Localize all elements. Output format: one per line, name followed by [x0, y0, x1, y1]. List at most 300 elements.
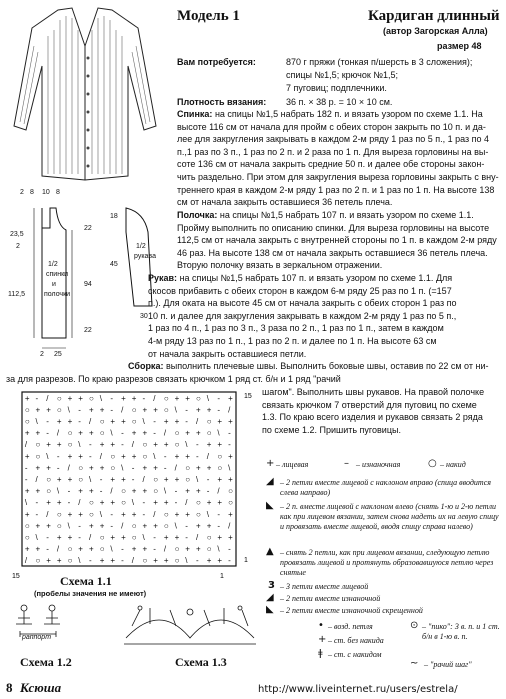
legend-text: – 2 петли вместе изнаночной скрещенной — [280, 606, 423, 615]
stitch-symbol: - — [24, 463, 28, 473]
legend-text: – 3 петли вместе лицевой — [280, 582, 369, 591]
piece-label: и — [52, 281, 56, 288]
text-line: на спицы №1,5 набрать 107 п. и вязать узором по схеме 1.1. — [219, 210, 474, 220]
stitch-symbol: / — [153, 509, 156, 519]
sleeve-instructions — [148, 272, 500, 360]
stitch-symbol: \ — [142, 533, 145, 542]
stitch-symbol: ○ — [185, 463, 191, 473]
density-label: Плотность вязания: — [177, 97, 267, 107]
stitch-symbol: + — [78, 486, 83, 496]
stitch-symbol: ○ — [174, 544, 180, 554]
s2-icon: ▲ — [266, 546, 274, 557]
dim-label: 22 — [84, 327, 92, 334]
crab-stitch-icon: ~ — [410, 658, 419, 669]
stitch-symbol: ○ — [153, 475, 159, 484]
scheme-title: Схема 1.1 — [60, 574, 112, 588]
stitch-symbol: - — [89, 556, 92, 566]
stitch-symbol: \ — [110, 544, 113, 554]
text-line: за для разрезов. По краю разрезов связать крючком 1 ряд ст. б/н и 1 ряд "рачий — [6, 374, 341, 384]
stitch-symbol: - — [217, 509, 221, 519]
rapport-label: раппорт — [22, 634, 52, 641]
stitch-symbol: \ — [67, 405, 70, 415]
text-line: Пройму выполнить по описанию спинки. Для выреза горловины на высоте — [177, 222, 490, 233]
text-line: чить раздельно. При этом для закругления выреза горловины закрыть с вну- — [177, 171, 499, 182]
k3-icon: 3 — [268, 580, 275, 591]
stitch-symbol: \ — [196, 475, 199, 484]
stitch-symbol: + — [46, 521, 51, 531]
stitch-symbol: - — [24, 475, 28, 484]
stitch-symbol: \ — [67, 521, 70, 531]
materials-line: 870 г пряжи (тонкая п/шерсть в 3 сложения); — [286, 57, 473, 67]
assembly-cont — [262, 386, 502, 436]
dim-label: 8 — [30, 189, 34, 196]
page-number: 8 — [6, 680, 13, 695]
stitch-symbol: - — [46, 417, 49, 426]
stitch-symbol: + — [110, 440, 116, 450]
stitch-symbol: + — [89, 544, 94, 554]
stitch-symbol: + — [24, 509, 30, 519]
stitch-symbol: - — [46, 544, 49, 554]
stitch-symbol: + — [142, 486, 148, 496]
stitch-symbol: + — [46, 405, 51, 415]
stitch-symbol: + — [185, 393, 190, 403]
stitch-symbol: ○ — [78, 475, 84, 484]
stitch-symbol: / — [89, 533, 92, 542]
stitch-symbol: + — [185, 428, 190, 438]
stitch-symbol: ○ — [206, 417, 212, 426]
stitch-symbol: + — [35, 405, 41, 415]
dim-label: 94 — [84, 281, 92, 288]
stitch-symbol: - — [110, 521, 114, 531]
stitch-symbol: - — [153, 428, 156, 438]
text-line: шагом". Выполнить швы рукавов. На правой полочке — [262, 387, 485, 397]
stitch-symbol: + — [174, 475, 180, 484]
stitch-symbol: + — [46, 440, 51, 450]
stitch-symbol: + — [196, 405, 201, 415]
stitch-symbol: + — [217, 498, 223, 508]
stitch-symbol: ○ — [110, 463, 116, 473]
stitch-symbol: + — [121, 533, 126, 542]
stitch-symbol: + — [174, 393, 180, 403]
stitch-symbol: - — [56, 463, 60, 473]
stitch-symbol: \ — [35, 533, 38, 542]
stitch-symbol: ○ — [163, 405, 169, 415]
scheme-subtitle: (пробелы значения не имеют) — [34, 589, 147, 598]
stitch-symbol: + — [99, 556, 105, 566]
legend-text: – 2 п. вместе лицевой с наклоном влево (снять 1-ю и 2-ю петли как при лицевом вязании, затем снова надеть их на левую спицу и провязать вместе лицевой, вводя спицу справа налево) — [280, 502, 499, 531]
stitch-symbol: + — [228, 533, 233, 542]
stitch-symbol: ○ — [24, 417, 30, 426]
stitch-symbol: ○ — [99, 428, 105, 438]
stitch-symbol: + — [56, 417, 62, 426]
stitch-symbol: ○ — [174, 440, 180, 450]
stitch-symbol: - — [67, 498, 71, 508]
stitch-symbol: + — [78, 393, 83, 403]
dim-label: 22 — [84, 225, 92, 232]
stitch-symbol: - — [206, 475, 210, 484]
stitch-symbol: + — [217, 533, 223, 542]
stitch-symbol: / — [24, 440, 28, 450]
purl-symbol: – — [344, 458, 349, 469]
stitch-symbol: - — [153, 417, 156, 426]
stitch-symbol: - — [196, 440, 199, 450]
stitch-symbol: \ — [78, 440, 81, 450]
stitch-symbol: + — [121, 393, 126, 403]
text-line: от начала закрыть оставшиеся петли. — [148, 348, 307, 359]
legend-text: – возд. петля — [328, 622, 373, 631]
stitch-symbol: + — [99, 463, 105, 473]
sleeve-label: Рукав: — [148, 273, 178, 283]
stitch-symbol: + — [89, 405, 94, 415]
stitch-symbol: + — [206, 521, 212, 531]
knit-symbol: + — [266, 458, 275, 469]
stitch-symbol: + — [24, 486, 30, 496]
magazine-name: Ксюша — [20, 680, 62, 695]
stitch-symbol: \ — [153, 451, 156, 461]
stitch-symbol: - — [206, 486, 210, 496]
text-line: треннего края в каждом 2-м ряду 1 раз по 2 п. и 1 раз по 1 п. На высоте 138 — [177, 184, 495, 195]
stitch-symbol: / — [67, 463, 70, 473]
stitch-symbol: - — [99, 475, 103, 484]
stitch-symbol: + — [163, 475, 169, 484]
stitch-symbol: + — [196, 463, 201, 473]
stitch-symbol: + — [174, 533, 180, 542]
stitch-symbol: \ — [217, 544, 220, 554]
front-label: Полочка: — [177, 210, 218, 220]
text-line: скосов прибавить с обеих сторон в каждом 6-м ряду 25 раз по 1 п. (=157 — [148, 285, 452, 296]
stitch-symbol: ○ — [121, 486, 126, 496]
stitch-symbol: + — [142, 521, 148, 531]
stitch-symbol: + — [24, 544, 30, 554]
stitch-symbol: + — [217, 417, 223, 426]
stitch-symbol: / — [78, 498, 81, 508]
stitch-symbol: ○ — [89, 393, 94, 403]
stitch-symbol: ○ — [99, 533, 105, 542]
dim-label: 30 — [140, 313, 148, 320]
legend-text: – ст. без накида — [328, 636, 384, 645]
stitch-symbol: \ — [163, 486, 167, 496]
stitch-symbol: ○ — [78, 463, 84, 473]
materials-line: 7 пуговиц; подплечники. — [286, 83, 387, 93]
stitch-symbol: - — [121, 428, 124, 438]
stitch-symbol: + — [131, 428, 137, 438]
text-line: соте 136 см от начала закрыть средние 50 п. и далее обе стороны закон- — [177, 159, 485, 170]
stitch-symbol: + — [99, 405, 105, 415]
text-line: высоте 116 см от начала для пройм с обеих сторон закрыть по 10 п. и да- — [177, 121, 486, 132]
stitch-symbol: \ — [56, 486, 60, 496]
stitch-symbol: - — [163, 451, 167, 461]
stitch-symbol: + — [131, 393, 137, 403]
stitch-symbol: / — [121, 405, 124, 415]
stitch-symbol: + — [131, 486, 137, 496]
stitch-symbol: + — [142, 544, 148, 554]
stitch-symbol: ○ — [131, 417, 137, 426]
stitch-symbol: + — [35, 521, 41, 531]
piece-label: рукава — [134, 253, 156, 260]
stitch-symbol: ○ — [217, 451, 223, 461]
stitch-symbol: \ — [78, 556, 81, 566]
stitch-symbol: + — [110, 556, 116, 566]
stitch-symbol: ○ — [153, 486, 159, 496]
stitch-symbol: + — [24, 428, 30, 438]
stitch-symbol: ○ — [56, 521, 62, 531]
stitch-symbol: ○ — [35, 451, 41, 461]
stitch-symbol: - — [67, 486, 71, 496]
col-number: 15 — [12, 573, 20, 580]
stitch-symbol: ○ — [67, 440, 73, 450]
stitch-symbol: \ — [142, 417, 145, 426]
stitch-symbol: - — [35, 393, 39, 403]
stitch-symbol: / — [56, 544, 60, 554]
stitch-symbol: + — [206, 440, 212, 450]
stitch-symbol: \ — [131, 498, 135, 508]
stitch-symbol: / — [56, 428, 60, 438]
stitch-symbol: ○ — [206, 544, 212, 554]
stitch-symbol: ○ — [217, 463, 223, 473]
stitch-symbol: / — [35, 475, 38, 484]
stitch-symbol: \ — [89, 475, 92, 484]
stitch-symbol: - — [46, 533, 49, 542]
stitch-symbol: ○ — [24, 521, 30, 531]
stitch-symbol: / — [131, 440, 135, 450]
stitch-symbol: + — [78, 544, 83, 554]
stitch-symbol: ○ — [46, 486, 52, 496]
stitch-symbol: + — [153, 440, 158, 450]
stitch-symbol: + — [131, 544, 137, 554]
stitch-symbol: + — [67, 475, 73, 484]
stitch-symbol: + — [46, 556, 51, 566]
stitch-symbol: - — [174, 486, 178, 496]
cardigan-illustration — [10, 6, 160, 184]
density-value: 36 п. × 38 р. = 10 × 10 см. — [286, 97, 393, 107]
text-line: см от начала закрыть оставшиеся 36 петель плеча. — [177, 197, 393, 208]
legend-text: – снять 2 петли, как при лицевом вязании, следующую петлю провязать лицевой и протянуть образовавшуюся петлю через снятые — [280, 548, 494, 577]
stitch-symbol: + — [67, 451, 73, 461]
stitch-symbol: + — [228, 475, 233, 484]
stitch-symbol: + — [217, 556, 223, 566]
stitch-symbol: - — [153, 533, 156, 542]
text-line: 10 п. и далее для закругления закрывать в каждом 2-м ряду 1 раз по 5 п., — [148, 310, 457, 321]
stitch-symbol: ○ — [228, 498, 233, 508]
stitch-symbol: + — [56, 498, 62, 508]
stitch-symbol: / — [153, 393, 156, 403]
chain-icon: • — [318, 620, 324, 631]
stitch-symbol: - — [89, 440, 92, 450]
stitch-symbol: / — [163, 428, 167, 438]
stitch-symbol: / — [185, 498, 188, 508]
stitch-symbol: + — [67, 509, 73, 519]
stitch-symbol: + — [153, 498, 158, 508]
source-url: http://www.liveinternet.ru/users/estrela/ — [258, 684, 458, 695]
stitch-symbol: + — [89, 463, 94, 473]
stitch-symbol: ○ — [185, 475, 191, 484]
stitch-symbol: + — [142, 428, 148, 438]
stitch-symbol: ○ — [121, 498, 126, 508]
stitch-symbol: / — [217, 486, 220, 496]
stitch-symbol: / — [121, 521, 124, 531]
stitch-symbol: - — [56, 451, 60, 461]
stitch-symbol: - — [121, 556, 124, 566]
stitch-symbol: \ — [99, 509, 102, 519]
stitch-symbol: / — [24, 556, 28, 566]
stitch-symbol: ○ — [89, 509, 94, 519]
stitch-symbol: - — [35, 498, 39, 508]
text-line: связать крючком 7 отверстий для пуговиц по схеме — [262, 399, 477, 410]
stitch-symbol: ○ — [56, 405, 62, 415]
stitch-symbol: + — [196, 521, 201, 531]
piece-label: спинки — [46, 271, 69, 278]
stitch-symbol: + — [121, 417, 126, 426]
stitch-symbol: ○ — [206, 428, 212, 438]
dc-icon: ǂ — [318, 648, 323, 659]
stitch-symbol: + — [228, 509, 233, 519]
stitch-symbol: ○ — [24, 405, 30, 415]
stitch-symbol: / — [196, 417, 199, 426]
stitch-symbol: + — [228, 393, 233, 403]
stitch-symbol: + — [131, 509, 137, 519]
stitch-symbol: \ — [110, 428, 113, 438]
stitch-symbol: / — [196, 533, 199, 542]
stitch-symbol: + — [24, 451, 30, 461]
stitch-symbol: + — [110, 533, 116, 542]
p2c-icon: ◣ — [266, 604, 274, 615]
stitch-symbol: - — [217, 521, 221, 531]
stitch-symbol: ○ — [67, 556, 73, 566]
stitch-symbol: + — [110, 475, 116, 484]
stitch-symbol: - — [196, 451, 199, 461]
stitch-symbol: / — [228, 521, 231, 531]
dim-label: 10 — [42, 189, 50, 196]
stitch-symbol: + — [163, 556, 169, 566]
stitch-symbol: - — [163, 463, 167, 473]
stitch-symbol: \ — [206, 393, 209, 403]
legend-text: – 2 петли вместе изнаночной — [280, 594, 381, 603]
stitch-symbol: ○ — [67, 428, 73, 438]
dim-label: 2 — [40, 351, 44, 356]
stitch-symbol: + — [196, 486, 201, 496]
stitch-symbol: - — [185, 417, 188, 426]
model-number: Модель 1 — [177, 8, 240, 24]
stitch-symbol: + — [142, 463, 148, 473]
dim-label: 45 — [110, 261, 118, 268]
stitch-symbol: - — [78, 521, 81, 531]
stitch-symbol: + — [78, 509, 83, 519]
stitch-symbol: ○ — [163, 521, 169, 531]
stitch-symbol: + — [174, 509, 180, 519]
stitch-symbol: - — [78, 405, 81, 415]
back-instructions — [177, 108, 499, 209]
stitch-symbol: \ — [174, 521, 177, 531]
stitch-symbol: + — [99, 440, 105, 450]
text-line: 1 раз по 4 п., 1 раз по 3 п., 3 раза по 2 п., 1 раз по 1 п., затем в каждом — [148, 323, 444, 334]
stitch-symbol: ○ — [196, 393, 201, 403]
stitch-symbol: + — [121, 509, 126, 519]
stitch-symbol: - — [185, 405, 188, 415]
dim-label: 112,5 — [8, 291, 25, 298]
stitch-symbol: ○ — [174, 428, 180, 438]
stitch-symbol: + — [163, 440, 169, 450]
text-line: на спицы №1,5 набрать 182 п. и вязать узором по схеме 1.1. На — [214, 109, 483, 119]
stitch-symbol: / — [46, 393, 49, 403]
stitch-symbol: + — [163, 533, 169, 542]
dim-label: 23,5 — [10, 231, 24, 238]
stitch-symbol: + — [174, 451, 180, 461]
stitch-symbol: + — [196, 428, 201, 438]
stitch-symbol: + — [153, 405, 158, 415]
stitch-symbol: - — [121, 440, 124, 450]
dim-label: 8 — [56, 189, 60, 196]
stitch-symbol: ○ — [142, 440, 148, 450]
legend-text: – 2 петли вместе лицевой с наклоном вправо (спица вводится слева направо) — [280, 478, 491, 497]
stitch-symbol: + — [206, 556, 212, 566]
stitch-symbol: + — [89, 521, 94, 531]
dim-label: 25 — [54, 351, 62, 356]
stitch-symbol: - — [99, 486, 103, 496]
stitch-symbol: + — [99, 521, 105, 531]
stitch-symbol: + — [228, 451, 233, 461]
front-instructions — [177, 209, 499, 272]
stitch-symbol: + — [56, 533, 62, 542]
row-number: 1 — [244, 557, 248, 564]
back-label: Спинка: — [177, 109, 213, 119]
k2tog-left-icon: ◣ — [266, 500, 274, 511]
stitch-symbol: \ — [121, 463, 124, 473]
stitch-symbol: + — [185, 544, 190, 554]
text-line: Вторую полочку вязать в зеркальном отражении. — [177, 260, 383, 271]
scheme-1-3-drawing — [120, 598, 260, 653]
stitch-symbol: - — [228, 428, 231, 438]
stitch-symbol: + — [153, 463, 158, 473]
stitch-symbol: + — [217, 440, 223, 450]
stitch-symbol: ○ — [35, 440, 41, 450]
row-number: 15 — [244, 393, 252, 400]
stitch-symbol: + — [163, 498, 169, 508]
stitch-symbol: ○ — [110, 451, 116, 461]
materials-label: Вам потребуется: — [177, 57, 256, 67]
stitch-symbol: - — [142, 509, 146, 519]
stitch-symbol: + — [35, 463, 41, 473]
stitch-symbol: + — [89, 486, 94, 496]
stitch-symbol: \ — [99, 393, 102, 403]
dim-label: 2 — [20, 189, 24, 196]
stitch-symbol: + — [206, 463, 212, 473]
stitch-symbol: - — [185, 533, 188, 542]
stitch-symbol: \ — [24, 498, 28, 508]
stitch-symbol: \ — [206, 509, 209, 519]
stitch-symbol: / — [174, 463, 177, 473]
stitch-symbol: + — [153, 556, 158, 566]
piece-label: 1/2 — [48, 261, 58, 268]
stitch-symbol: - — [196, 556, 199, 566]
stitch-symbol: - — [110, 393, 114, 403]
stitch-symbol: ○ — [67, 544, 73, 554]
stitch-symbol: - — [89, 451, 92, 461]
stitch-symbol: + — [206, 405, 212, 415]
text-line: на спицы №1,5 набрать 107 п. и вязать узором по схеме 1.1. Для — [179, 273, 453, 283]
author: (автор Загорская Алла) — [383, 26, 488, 36]
stitch-symbol: ○ — [163, 509, 169, 519]
stitch-symbol: ○ — [56, 509, 62, 519]
stitch-symbol: - — [228, 556, 231, 566]
stitch-symbol: + — [35, 544, 41, 554]
stitch-symbol: / — [89, 417, 92, 426]
stitch-symbol: \ — [217, 428, 220, 438]
stitch-symbol: / — [46, 509, 49, 519]
stitch-symbol: + — [99, 498, 105, 508]
stitch-symbol: + — [206, 498, 212, 508]
stitch-symbol: \ — [35, 417, 38, 426]
stitch-symbol: + — [67, 417, 73, 426]
